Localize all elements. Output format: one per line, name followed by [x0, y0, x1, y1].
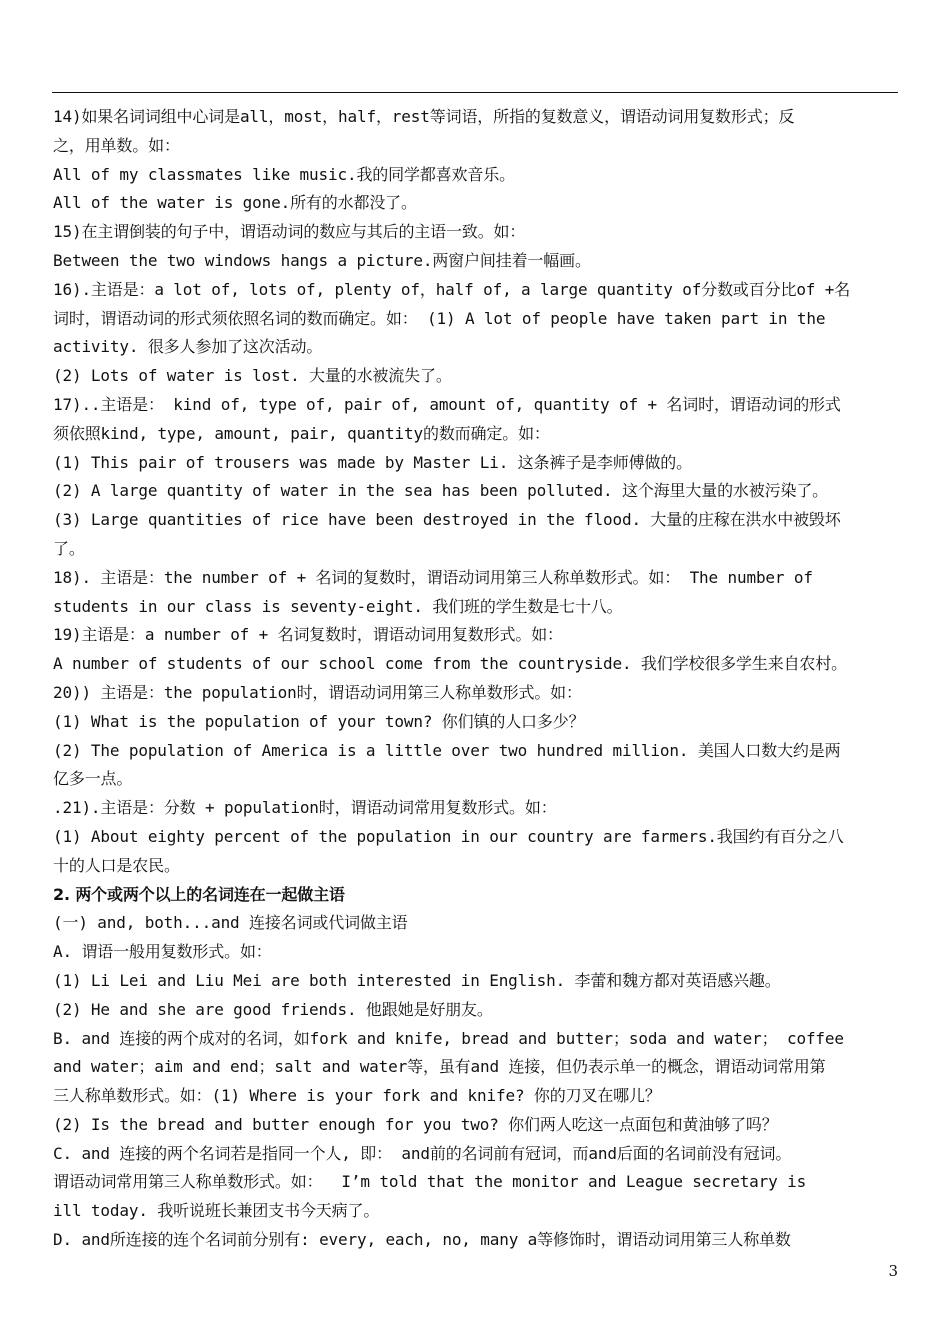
text-line: (1) What is the population of your town? 你们镇的人口多少？ [53, 711, 585, 731]
text-line: .21).主语是：分数 + population时，谓语动词常用复数形式。如： [53, 798, 557, 818]
text-line: (2) Lots of water is lost. 大量的水被流失了。 [53, 366, 452, 386]
text-line: D. and所连接的连个名词前分别有: every, each, no, many a等修饰时，谓语动词用第三人称单数 [53, 1230, 791, 1250]
text-line: 三人称单数形式。如：(1) Where is your fork and knife? 你的刀叉在哪儿？ [53, 1086, 661, 1106]
text-line: 亿多一点。 [53, 769, 133, 789]
text-line: B. and 连接的两个成对的名词，如fork and knife, bread and butter；soda and water； coffee [53, 1028, 844, 1048]
text-line: C. and 连接的两个名词若是指同一个人, 即： and前的名词前有冠词，而and后面的名词前没有冠词。 [53, 1143, 792, 1163]
text-line: 16).主语是：a lot of, lots of, plenty of，half of, a large quantity of分数或百分比of +名 [53, 279, 851, 299]
text-line: 15)在主谓倒装的句子中，谓语动词的数应与其后的主语一致。如： [53, 222, 526, 242]
text-line: Between the two windows hangs a picture.两窗户间挂着一幅画。 [53, 250, 591, 270]
text-line: 词时，谓语动词的形式须依照名词的数而确定。如： (1) A lot of people have taken part in the [53, 308, 826, 328]
text-line: A. 谓语一般用复数形式。如： [53, 942, 272, 962]
text-line: 20)) 主语是：the population时，谓语动词用第三人称单数形式。如： [53, 682, 582, 702]
text-line: (2) He and she are good friends. 他跟她是好朋友。 [53, 999, 493, 1019]
text-line: (2) A large quantity of water in the sea has been polluted. 这个海里大量的水被污染了。 [53, 481, 829, 501]
header-rule [52, 92, 898, 93]
text-line: (3) Large quantities of rice have been destroyed in the flood. 大量的庄稼在洪水中被毁坏 [53, 510, 841, 530]
text-line: 谓语动词常用第三人称单数形式。如： I’m told that the monitor and League secretary is [53, 1172, 807, 1192]
text-line: 之，用单数。如： [53, 135, 180, 155]
text-line: 19)主语是：a number of + 名词复数时，谓语动词用复数形式。如： [53, 625, 563, 645]
text-line: All of the water is gone.所有的水都没了。 [53, 193, 417, 213]
text-line: (一) and, both...and 连接名词或代词做主语 [53, 913, 408, 933]
text-line: students in our class is seventy-eight. 我们班的学生数是七十八。 [53, 596, 623, 616]
text-line: 18). 主语是：the number of + 名词的复数时，谓语动词用第三人称单数形式。如： The number of [53, 567, 813, 587]
text-line: 须依照kind, type, amount, pair, quantity的数而确定。如： [53, 423, 550, 443]
text-line: 了。 [53, 538, 85, 558]
text-line: activity. 很多人参加了这次活动。 [53, 337, 323, 357]
text-line: A number of students of our school come from the countryside. 我们学校很多学生来自农村。 [53, 654, 847, 674]
text-line: (1) This pair of trousers was made by Master Li. 这条裤子是李师傅做的。 [53, 452, 693, 472]
text-line: All of my classmates like music.我的同学都喜欢音乐。 [53, 164, 515, 184]
page-number: 3 [888, 1262, 898, 1280]
text-line: (1) About eighty percent of the population in our country are farmers.我国约有百分之八 [53, 826, 844, 846]
text-line: ill today. 我听说班长兼团支书今天病了。 [53, 1201, 380, 1221]
section-heading: 2. 两个或两个以上的名词连在一起做主语 [53, 884, 345, 904]
text-line: 17)..主语是： kind of, type of, pair of, amount of, quantity of + 名词时，谓语动词的形式 [53, 394, 841, 414]
text-line: 14)如果名词词组中心词是all，most，half，rest等词语，所指的复数意义，谓语动词用复数形式；反 [53, 107, 795, 126]
text-line: (2) Is the bread and butter enough for you two? 你们两人吃这一点面包和黄油够了吗？ [53, 1114, 778, 1134]
text-line: (2) The population of America is a little over two hundred million. 美国人口数大约是两 [53, 740, 841, 760]
text-line: and water；aim and end；salt and water等，虽有and 连接，但仍表示单一的概念，谓语动词常用第 [53, 1057, 826, 1077]
document-body [53, 103, 901, 1255]
text-line: 十的人口是农民。 [53, 855, 180, 875]
text-line: (1) Li Lei and Liu Mei are both interested in English. 李蕾和魏方都对英语感兴趣。 [53, 970, 781, 990]
